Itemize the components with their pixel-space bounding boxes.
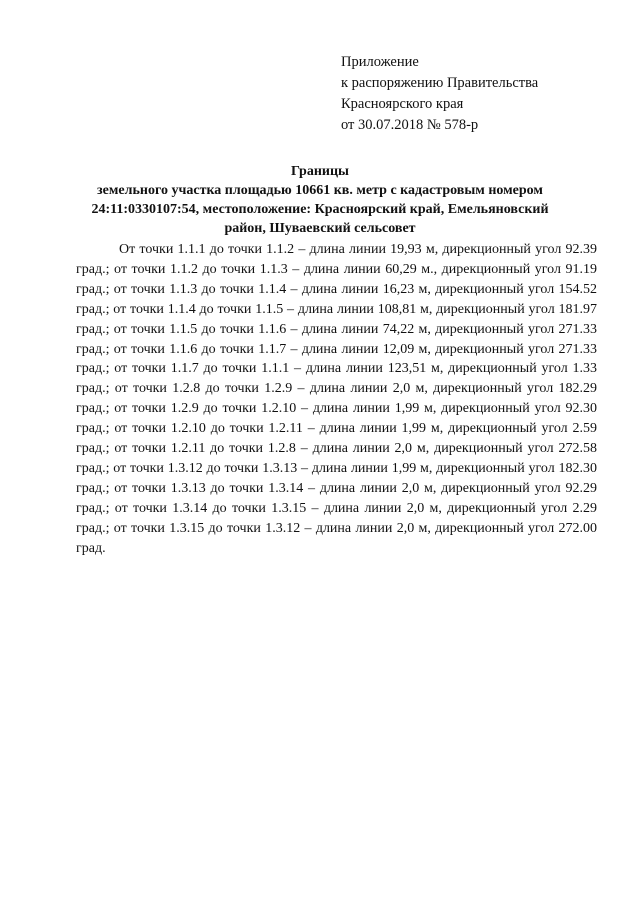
appendix-region: Красноярского края [341, 96, 464, 112]
title-line-location: район, Шуваевский сельсовет [224, 221, 416, 236]
boundary-description: От точки 1.1.1 до точки 1.1.2 – длина линии 19,93 м, дирекционный угол 92.39 град.; от точки 1.1.2 до точки 1.1.3 – длина линии 60,29 м., дирекционный угол 91.19 град.; от точки 1.1.3 до точки 1.1.4 – длина линии 16,23 м, дирекционный угол 154.52 град.; от точки 1.1.4 до точки 1.1.5 – длина линии 108,81 м, дирекционный угол 181.97 град.; от точки 1.1.5 до точки 1.1.6 – длина линии 74,22 м, дирекционный угол 271.33 град.; от точки 1.1.6 до точки 1.1.7 – длина линии 12,09 м, дирекционный угол 271.33 град.; от точки 1.1.7 до точки 1.1.1 – длина линии 123,51 м, дирекционный угол 1.33 град.; от точки 1.2.8 до точки 1.2.9 – длина линии 2,0 м, дирекционный угол 182.29 град.; от точки 1.2.9 до точки 1.2.10 – длина линии 1,99 м, дирекционный угол 92.30 град.; от точки 1.2.10 до точки 1.2.11 – длина линии 1,99 м, дирекционный угол 2.59 град.; от точки 1.2.11 до точки 1.2.8 – длина линии 2,0 м, дирекционный угол 272.58 град.; от точки 1.3.12 до точки 1.3.13 – длина линии 1,99 м, дирекционный угол 182.30 град.; от точки 1.3.13 до точки 1.3.14 – длина линии 2,0 м, дирекционный угол 92.29 град.; от точки 1.3.14 до точки 1.3.15 – длина линии 2,0 м, дирекционный угол 2.29 град.; от точки 1.3.15 до точки 1.3.12 – длина линии 2,0 м, дирекционный угол 272.00 град. [76, 242, 597, 556]
appendix-date-number: от 30.07.2018 № 578-р [341, 117, 479, 133]
document-title [70, 162, 570, 238]
appendix-order-reference: к распоряжению Правительства [341, 75, 539, 91]
title-line-cadastral: 24:11:0330107:54, местоположение: Красноярский край, Емельяновский [91, 202, 549, 217]
appendix-label: Приложение [341, 54, 419, 70]
title-line-parcel: земельного участка площадью 10661 кв. метр с кадастровым номером [97, 183, 543, 198]
appendix-header [341, 52, 538, 136]
title-heading: Границы [291, 164, 349, 179]
